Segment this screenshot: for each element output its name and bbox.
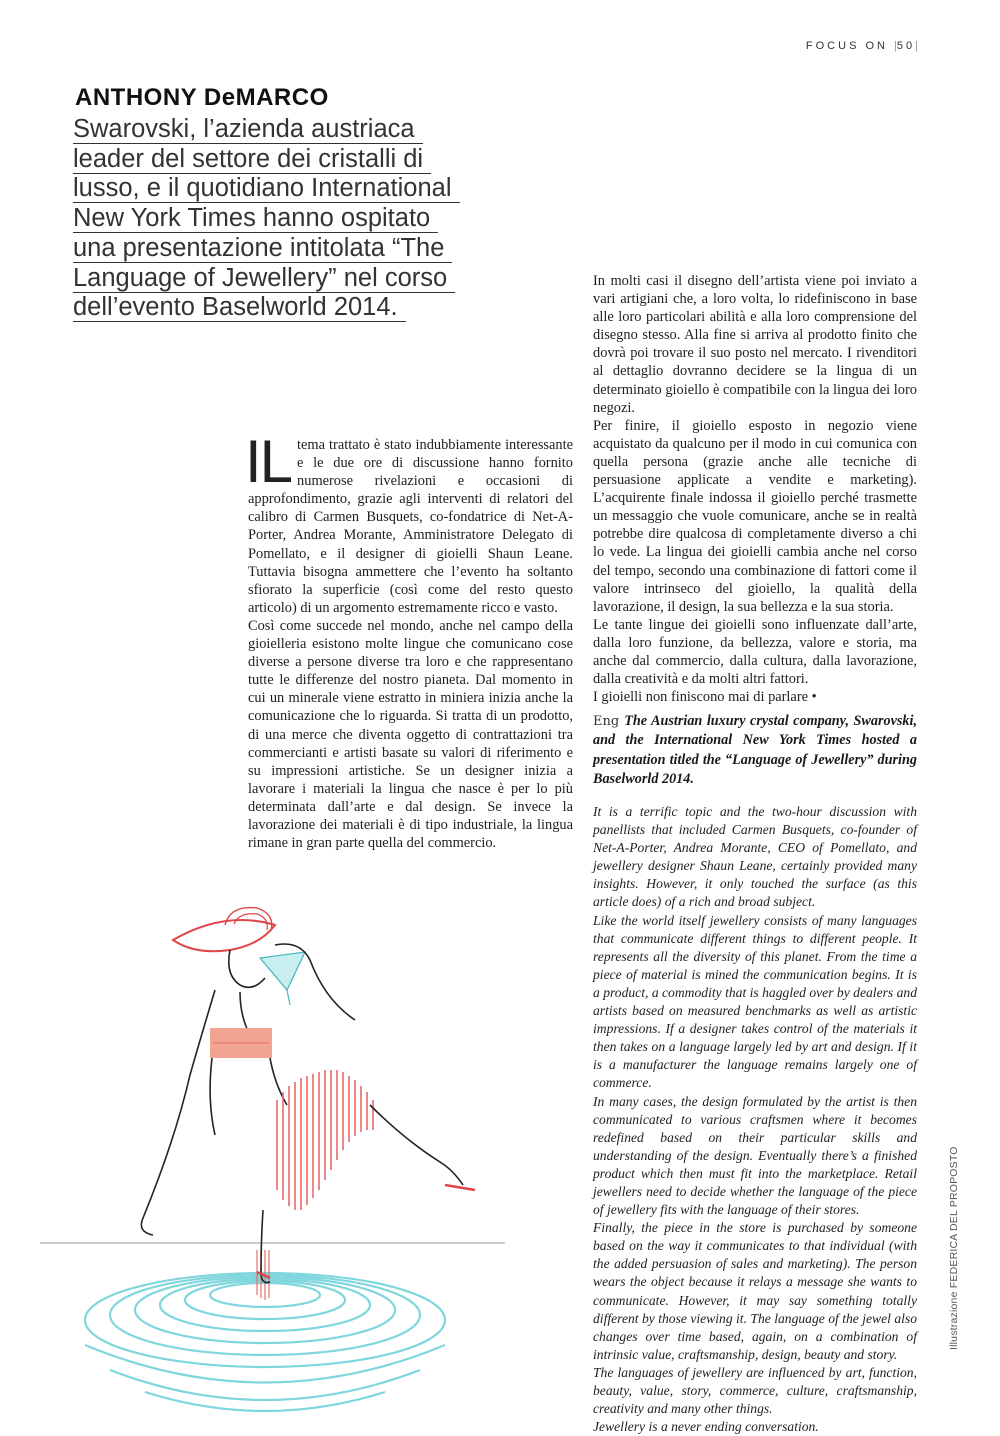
italian-paragraph-1: [245, 428, 573, 617]
standfirst-line: lusso, e il quotidiano International: [73, 174, 460, 203]
english-paragraph-2: Like the world itself jewellery consists of many languages that communicate different things to different people. It represents all the diversity of this planet. From the time a piece of material is mined the communication begins. It is a product, a commodity that is haggled over by dealers and artists based on measured benchmarks as well as artistic impressions. If a designer takes control of the materials it then takes on a language largely led by art and design. If it is a manufacturer the language remains largely one of commerce.: [593, 912, 917, 1091]
illustration-credit: [948, 1146, 964, 1350]
standfirst-line: dell’evento Baselworld 2014.: [73, 293, 406, 322]
standfirst: [73, 115, 483, 323]
running-head: [806, 40, 918, 52]
english-paragraph-6: Jewellery is a never ending conversation.: [593, 1419, 819, 1435]
section-label: FOCUS ON: [805, 40, 888, 52]
separator-left: |: [894, 40, 897, 52]
credit-label: Illustrazione: [948, 1291, 960, 1350]
english-body: [593, 803, 917, 1436]
english-paragraph-5: The languages of jewellery are influenced by art, function, beauty, value, story, commerce, culture, craftsmanship, creativity and many other things.: [593, 1364, 917, 1417]
page-number: 50: [896, 40, 916, 52]
italian-paragraph-2: Così come succede nel mondo, anche nel campo della gioielleria esistono molte lingue che comunicano cose diverse a persone diverse tra loro e che rappresentano tutte le differenze del nostro pianeta. Dal momento in cui un minerale viene estratto in miniera inizia anche la comunicazione che lo riguarda. Si tratta di un prodotto, di una merce che diventa oggetto di contrattazioni tra commercianti e artisti basate su valori di riferimento e su impressioni artistiche. Se un designer inizia a lavorare i materiali la lingua che nasce è per lo più determinata dall’arte e dal design. Se invece la lavorazione dei materiali è di tipo industriale, la lingua rimane in gran parte quella del commercio.: [248, 617, 573, 852]
italian-paragraph-4: Per finire, il gioiello esposto in negozio viene acquistato da qualcuno per il modo in cui comunica con quella persona (grazie anche alle tecniche di persuasione applicate a vendite e marketing). L’acquirente finale indossa il gioiello perché trasmette un messaggio che vuole comunicare, anche se in realtà potrebbe dire qualcosa di completamente diverso a chi lo vede. La lingua dei gioielli cambia anche nel corso del tempo, secondo una combinazione di fattori come il valore intrinseco del gioiello, la qualità della lavorazione, il design, la sua bellezza e la sua storia.: [593, 417, 917, 615]
separator-right: |: [915, 40, 918, 52]
italian-paragraph-6: I gioielli non finiscono mai di parlare •: [593, 689, 817, 706]
hat-icon: [173, 908, 275, 952]
drop-cap: IL: [245, 428, 292, 495]
italian-paragraph-3: In molti casi il disegno dell’artista viene poi inviato a vari artigiani che, a loro volta, lo ridefiniscono in base alle loro particolari abilità e alla loro comprensione del disegno stesso. Alla fine si arriva al prodotto finito che dovrà poi trovare il suo posto nel mercato. I rivenditori al dettaglio dovranno decidere se la lingua di un determinato gioiello è compatibile con la lingua dei loro negozi.: [593, 273, 917, 416]
standfirst-line: leader del settore dei cristalli di: [73, 145, 431, 174]
standfirst-line: Language of Jewellery” nel corso: [73, 264, 455, 293]
standfirst-line: Swarovski, l’azienda austriaca: [73, 115, 423, 144]
english-paragraph-1: It is a terrific topic and the two-hour discussion with panellists that included Carmen Busquets, co-founder of Net-A-Porter, Andrea Morante, CEO of Pomellato, and jewellery designer Shaun Leane, certainly provided many insights. However, it only touched the surface (as this article does) of a rich and broad subject.: [593, 804, 917, 910]
english-paragraph-3: In many cases, the design formulated by the artist is then communicated to various craftsmen where it becomes redefined based on their particular skills and understanding of the design. Eventually there’s a finished product which then must fit into the marketplace. Retail jewellers need to decide whether the language of the piece of jewellery fits with the language of their stores.: [593, 1093, 917, 1218]
standfirst-line: una presentazione intitolata “The: [73, 234, 452, 263]
italian-paragraph-1-text: tema trattato è stato indubbiamente interessante e le due ore di discussione hanno fornito numerose rivelazioni e occasioni di approfondimento, grazie agli interventi di relatori del calibro di Carmen Busquets, co-fondatrice di Net-A-Porter, Andrea Morante, Amministratore Delegato di Pomellato, e il designer di gioielli Shaun Leane. Tuttavia bisogna ammettere che l’evento ha soltanto sfiorato la superficie (così come del resto questo articolo) di un argomento estremamente ricco e vasto.: [248, 437, 573, 616]
italian-column-left: [245, 428, 573, 852]
english-tag: Eng: [593, 714, 620, 729]
woman-by-water-illustration: [25, 900, 605, 1420]
english-paragraph-4: Finally, the piece in the store is purchased by someone based on the way it communicates to that individual (with the added persuasion of sales and marketing). The person wears the object because it relays a message she wants to communicate. However, it may say something totally different by those viewing it. The language of the jewel also changes over time based, again, on a combination of intrinsic value, craftsmanship, design, beauty and story.: [593, 1220, 917, 1362]
cocktail-glass-icon: [260, 952, 305, 990]
italian-paragraph-5: Le tante lingue dei gioielli sono influenzate dall’arte, dalla loro funzione, da bellezza, valore e storia, ma anche dal commercio, dalla cultura, dalla lavorazione, dalla creatività e da molti altri fattori.: [593, 616, 917, 688]
english-intro: [593, 712, 917, 789]
standfirst-line: New York Times hanno ospitato: [73, 204, 438, 233]
italian-column-right: [593, 272, 917, 706]
english-intro-text: The Austrian luxury crystal company, Swarovski, and the International New York Times hosted a presentation titled the “Language of Jewellery” during Baselworld 2014.: [593, 713, 917, 787]
credit-name: FEDERICA DEL PROPOSTO: [948, 1146, 960, 1289]
author-name: ANTHONY DeMARCO: [75, 84, 329, 111]
striped-skirt: [277, 1070, 373, 1210]
